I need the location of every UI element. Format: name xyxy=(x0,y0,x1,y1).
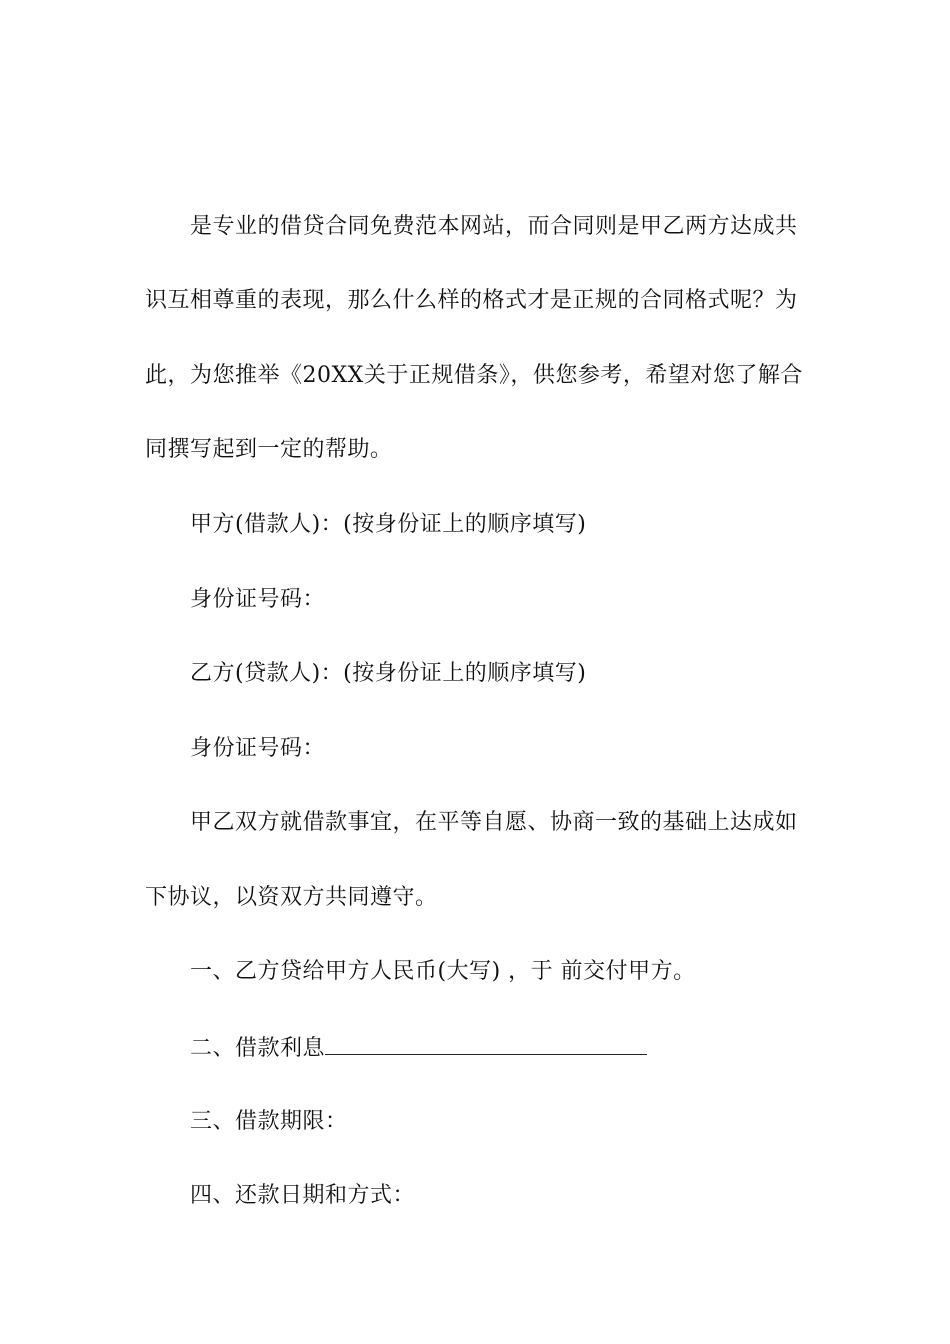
party-a-id-line: 身份证号码： xyxy=(190,587,326,612)
intro-line-4: 同撰写起到一定的帮助。 xyxy=(145,437,393,462)
clause-1: 一、乙方贷给甲方人民币(大写) ，于 前交付甲方。 xyxy=(190,959,696,984)
intro-line-3: 此，为您推举《20XX关于正规借条》，供您参考，希望对您了解合 xyxy=(145,363,803,388)
agreement-line-1: 甲乙双方就借款事宜，在平等自愿、协商一致的基础上达成如 xyxy=(190,810,798,835)
party-b-line: 乙方(贷款人)：(按身份证上的顺序填写) xyxy=(190,661,587,686)
intro-line-2: 识互相尊重的表现，那么什么样的格式才是正规的合同格式呢？为 xyxy=(145,288,798,313)
intro-line-1: 是专业的借贷合同免费范本网站，而合同则是甲乙两方达成共 xyxy=(190,214,798,239)
party-b-id-line: 身份证号码： xyxy=(190,736,326,761)
agreement-line-2: 下协议，以资双方共同遵守。 xyxy=(145,885,438,910)
clause-2 xyxy=(190,1032,850,1064)
clause-4: 四、还款日期和方式： xyxy=(190,1183,416,1208)
clause-3: 三、借款期限： xyxy=(190,1109,348,1134)
clause-2-label: 二、借款利息 xyxy=(190,1036,326,1061)
interest-blank-line xyxy=(325,1032,647,1055)
party-a-line: 甲方(借款人)：(按身份证上的顺序填写) xyxy=(190,512,587,537)
